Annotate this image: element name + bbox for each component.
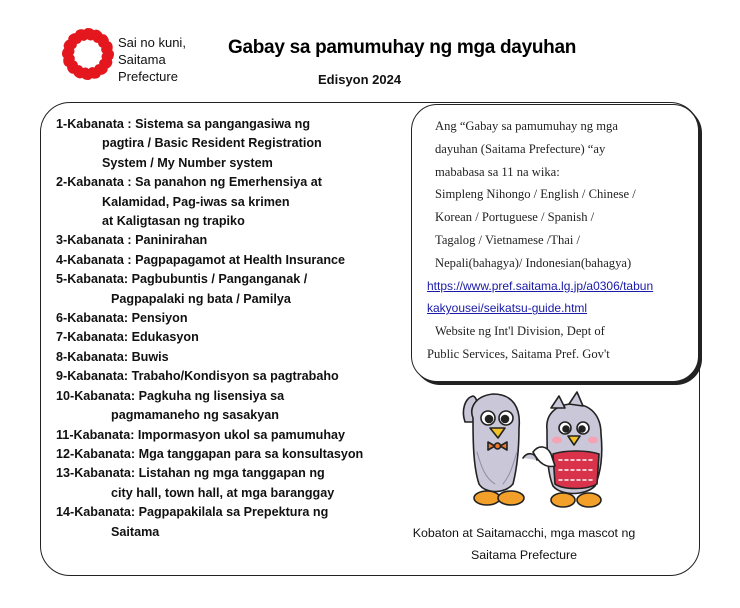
chapter-line: 3-Kabanata : Paninirahan: [56, 233, 208, 248]
info-line: Simpleng Nihongo / English / Chinese /: [435, 187, 636, 202]
info-line: Ang “Gabay sa pamumuhay ng mga: [435, 119, 618, 133]
chapter-line: city hall, town hall, at mga baranggay: [111, 485, 335, 500]
saitama-prefecture-logo-icon: [60, 24, 116, 84]
chapter-line: System / My Number system: [102, 155, 273, 170]
chapter-line: Pagpapalaki ng bata / Pamilya: [111, 291, 291, 306]
chapter-item: [56, 115, 401, 173]
chapter-item: [56, 270, 401, 309]
chapter-line: pagtira / Basic Resident Registration: [102, 136, 322, 151]
mascot-caption: [392, 522, 656, 566]
chapter-item: [56, 426, 401, 445]
source-line: Public Services, Saitama Pref. Gov't: [427, 346, 610, 361]
chapter-line: 4-Kabanata : Pagpapagamot at Health Insurance: [56, 252, 346, 267]
prefecture-name: [118, 34, 228, 85]
info-line: dayuhan (Saitama Prefecture) “ay: [435, 141, 606, 156]
chapter-line: 6-Kabanata: Pensiyon: [56, 311, 188, 326]
chapter-line: Saitama: [111, 524, 160, 539]
chapter-item: [56, 328, 401, 347]
chapter-line: 9-Kabanata: Trabaho/Kondisyon sa pagtrabaho: [56, 369, 339, 384]
chapter-item: [56, 251, 401, 270]
edition-label: Edisyon 2024: [318, 72, 402, 87]
mascot-caption-line: Kobaton at Saitamacchi, mga mascot ng: [412, 526, 636, 540]
chapter-item: [56, 367, 401, 386]
chapter-line: 5-Kabanata: Pagbubuntis / Panganganak /: [56, 272, 308, 287]
chapter-item: [56, 387, 401, 426]
info-line: Korean / Portuguese / Spanish /: [435, 210, 595, 225]
chapter-line: Kalamidad, Pag-iwas sa krimen: [102, 194, 290, 209]
guide-url-link[interactable]: https://www.pref.saitama.lg.jp/a0306/tabun: [427, 278, 654, 293]
chapter-list: [56, 115, 401, 542]
mascots-kobaton-saitamacchi-icon: [455, 388, 620, 518]
chapter-line: 14-Kabanata: Pagpapakilala sa Prepektura ng: [56, 505, 329, 520]
info-text: [427, 115, 695, 366]
chapter-item: [56, 503, 401, 542]
chapter-item: [56, 348, 401, 367]
chapter-line: 12-Kabanata: Mga tanggapan para sa konsultasyon: [56, 446, 364, 461]
chapter-item: [56, 231, 401, 250]
page-title: Gabay sa pamumuhay ng mga dayuhan: [228, 37, 577, 58]
chapter-line: 2-Kabanata : Sa panahon ng Emerhensiya at: [56, 175, 322, 190]
info-line: Tagalog / Vietnamese /Thai /: [435, 232, 581, 247]
chapter-line: pagmamaneho ng sasakyan: [111, 408, 279, 423]
chapter-item: [56, 309, 401, 328]
info-line: mababasa sa 11 na wika:: [435, 164, 560, 179]
chapter-item: [56, 173, 401, 231]
chapter-line: 10-Kabanata: Pagkuha ng lisensiya sa: [56, 388, 285, 403]
chapter-line: 7-Kabanata: Edukasyon: [56, 330, 199, 345]
prefecture-name-line: Saitama: [118, 52, 166, 67]
info-line: Nepali(bahagya)/ Indonesian(bahagya): [435, 255, 632, 270]
chapter-line: at Kaligtasan ng trapiko: [102, 214, 245, 229]
guide-url-link[interactable]: kakyousei/seikatsu-guide.html: [427, 301, 588, 316]
chapter-item: [56, 464, 401, 503]
chapter-line: 1-Kabanata : Sistema sa pangangasiwa ng: [56, 117, 311, 131]
source-line: Website ng Int'l Division, Dept of: [435, 324, 605, 339]
chapter-line: 11-Kabanata: Impormasyon ukol sa pamumuhay: [56, 427, 346, 442]
chapter-line: 8-Kabanata: Buwis: [56, 349, 169, 364]
chapter-item: [56, 445, 401, 464]
prefecture-name-line: Sai no kuni,: [118, 35, 186, 50]
mascot-caption-line: Saitama Prefecture: [470, 548, 578, 562]
prefecture-name-line: Prefecture: [118, 69, 178, 84]
chapter-line: 13-Kabanata: Listahan ng mga tanggapan ng: [56, 466, 325, 481]
